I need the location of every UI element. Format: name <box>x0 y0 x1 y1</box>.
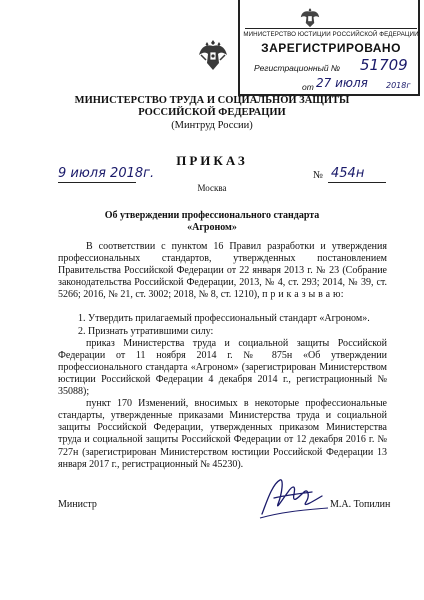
minister-name: М.А. Топилин <box>330 499 391 510</box>
stamp-date-year: 2018г <box>386 81 411 90</box>
subject-line-1: Об утверждении профессионального стандарта <box>104 210 320 221</box>
signature-icon <box>252 474 332 524</box>
stamp-regnum-label: Регистрационный № <box>254 63 341 73</box>
stamp-date-value: 27 июля <box>316 76 368 90</box>
order-date: 9 июля 2018г. <box>58 166 155 181</box>
paragraph-gap <box>58 301 387 313</box>
body-intro-text: В соответствии с пунктом 16 Правил разработки и утверждения профессиональных стандартов, утвержденных постановлением Правительства Российской Федерации от 22 января 2013 г. № 23 (Собрание законодательства Российской Федерации, 2013, № 4, ст. 293; 2014, № 39, ст. 5266; 2016, № 21, ст. 3002; 2018, № 8, ст. 1210), <box>58 241 387 301</box>
city: Москва <box>197 183 227 193</box>
body-item-2: 2. Признать утратившими силу: <box>78 325 214 337</box>
stamp-coat-of-arms-icon <box>299 6 321 30</box>
order-body <box>58 241 387 471</box>
stamp-date-label: от <box>302 82 314 92</box>
document-type: ПРИКАЗ <box>176 153 248 168</box>
order-subject <box>40 210 384 234</box>
body-paragraph-1: приказ Министерства труда и социальной защиты Российской Федерации от 11 ноября 2014 г. № 875н «Об утверждении профессионального стандарта «Агроном» (зарегистрирован Министерством юстиции Российской Федерации 4 декабря 2014 г., регистрационный № 35088); <box>58 337 387 398</box>
stamp-regnum-value: 51709 <box>360 56 408 74</box>
body-paragraph-2: пункт 170 Изменений, вносимых в некоторые профессиональные стандарты, утвержденные приказами Министерства труда и социальной защиты Российской Федерации, утвержденных приказом Министерства труда и социальной защиты Российской Федерации от 12 декабря 2016 г. № 727н (зарегистрирован Министерством юстиции Российской Федерации 13 января 2017 г., регистрационный № 45230). <box>58 398 387 470</box>
ministry-line-2: РОССИЙСКОЙ ФЕДЕРАЦИИ <box>138 107 286 118</box>
number-sign: № <box>313 170 324 181</box>
body-item-1: 1. Утвердить прилагаемый профессиональный стандарт «Агроном». <box>78 313 370 325</box>
ministry-name <box>40 95 384 119</box>
order-number-underline <box>328 182 386 183</box>
subject-line-2: «Агроном» <box>187 222 237 233</box>
registration-stamp <box>238 0 420 96</box>
stamp-registered: ЗАРЕГИСТРИРОВАНО <box>261 41 401 55</box>
ministry-line-1: МИНИСТЕРСТВО ТРУДА И СОЦИАЛЬНОЙ ЗАЩИТЫ <box>74 95 350 106</box>
ministry-short-name: (Минтруд России) <box>171 120 253 131</box>
stamp-ministry: МИНИСТЕРСТВО ЮСТИЦИИ РОССИЙСКОЙ ФЕДЕРАЦИИ <box>243 31 419 38</box>
minister-label: Министр <box>58 499 97 510</box>
body-prikazyvayu: п р и к а з ы в а ю: <box>262 289 344 301</box>
order-number: 454н <box>331 166 365 181</box>
body-intro <box>58 241 387 301</box>
coat-of-arms-icon <box>198 38 228 72</box>
